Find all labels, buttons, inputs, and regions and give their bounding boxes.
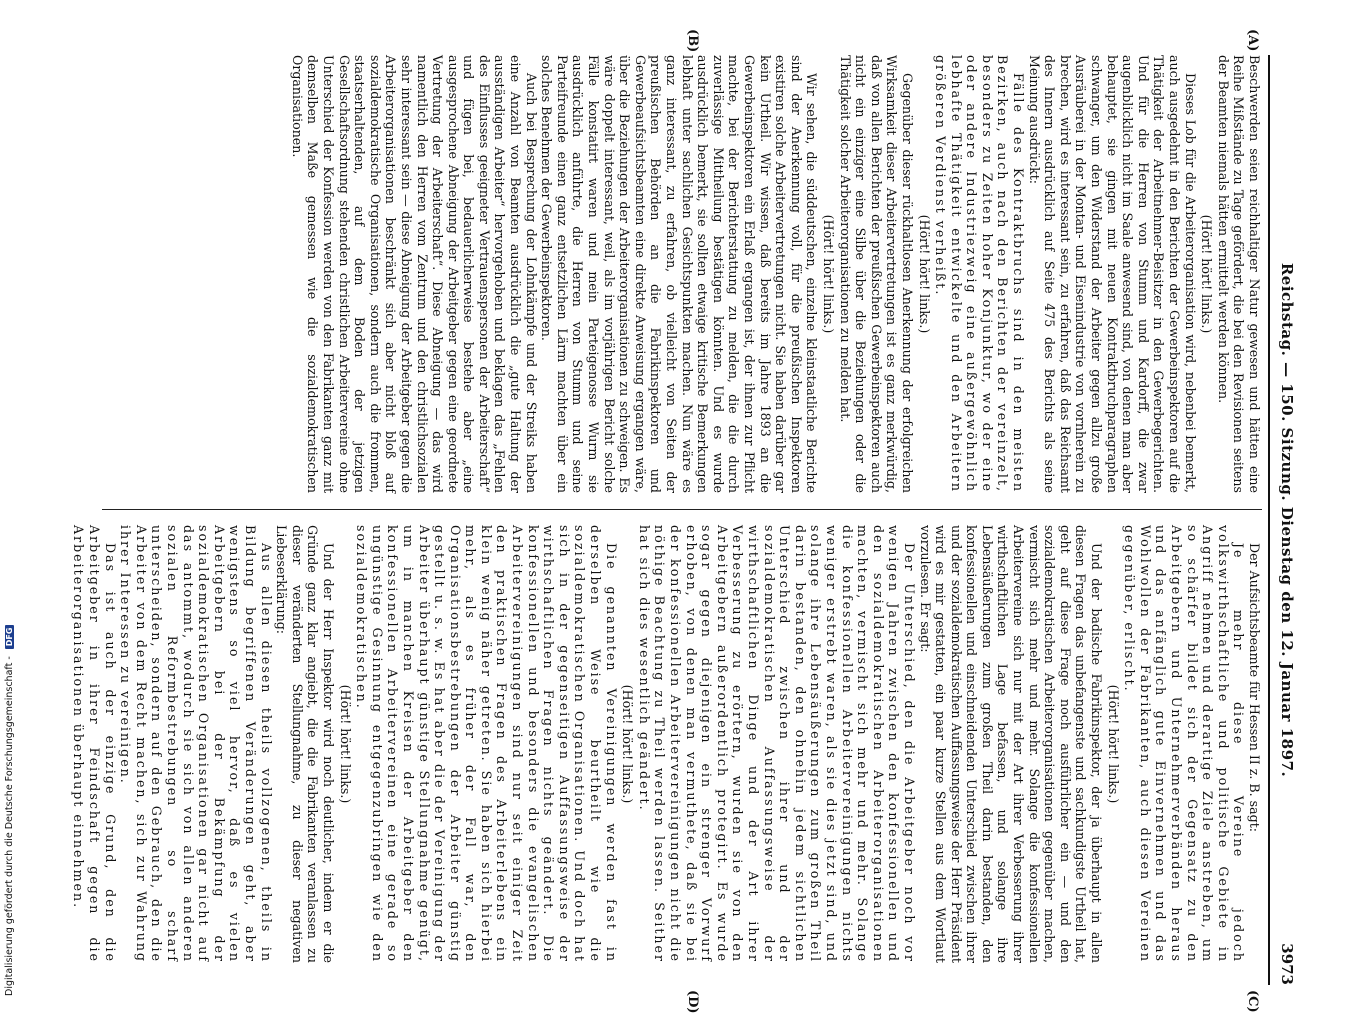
column-divider [102,509,1262,510]
paragraph: Und der badische Fabrikinspektor, der ja überhaupt in allen diesen Fragen das unbefangenste und sachkundigste Urtheil hat, geht auf diese Frage noch ausführlicher ein — und den sozialdemokratischen Arbeiterorganisationen gegenüber machen, vermischt sich mehr und mehr. Solange die konfessionellen Arbeitervereine sich nur mit der Art ihrer Verbesserung ihrer wirthschaftlichen Lage befassen, und solange ihre Lebensäußerungen zum großen Theil darin bestanden, den konfessionellen und einschneidenden Unterschied zwischen ihrer und der sozialdemokratischen Auffassungsweise der Herr Präsident wird es mir gestatten, ein paar kurze Stellen aus dem Wortlaut vorzulesen. Er sagt: [917,525,1105,963]
running-head: Reichstag. — 150. Sitzung. Dienstag den 12. Januar 1897. [1278,262,1296,778]
interjection: (Hört! hört! links.) [916,214,932,334]
interjection: (Hört! hört! links.) [1199,214,1215,334]
interjection: (Hört! hört! links.) [337,684,353,804]
digitization-credit [4,625,15,996]
interjection: (Hört! hört! links.) [1105,684,1121,804]
quotation: Aus allen diesen theils vollzogenen, theils in Bildung begriffenen Veränderungen geht, aber wenigstens so viel hervor, daß es vielen Arbeitgebern bei der Bekämpfung der sozialdemokratischen Organisationen gar nicht auf das antommt, wodurch sie sich von allen anderen sozialen Reformbestrebungen so scharf unterscheiden, sondern auf den Gebrauch, den die Arbeiter von dem Recht machen, sich zur Wahrung ihrer Interessen zu vereinigen. [118,525,274,963]
paragraph: Der Aufsichtsbeamte für Hessen II z. B. sagt: [1247,543,1262,833]
margin-marker-c: (C) [1245,990,1260,1013]
quotation: Der Unterschied, den die Arbeitgeber noch vor wenigen Jahren zwischen den konfessionellen und den sozialdemokratischen Arbeiterorganisationen machten, vermischt sich mehr und mehr. Solange die konfessionellen Arbeitervereinigungen nichts weniger erstrebt waren, als sie dies jetzt sind, und solange ihre Lebensäußerungen zum großen Theil darin bestanden, den ohnehin jedem sichtlichen Unterschied zwischen ihrer und der sozialdemokratischen Auffassungsweise der wirthschaftlichen Dinge und der Art ihrer Verbesserung zu erörtern, wurden sie von den Arbeitgebern außerordentlich protegirt. Es wurde sogar gegen diejenigen ein strenger Vorwurf erhoben, von denen man vermuthete, daß sie bei der konfessionellen Arbeitervereinigungen nicht die nöthige Beachtung zu Theil werden lassen. Seither hat sich dies wesentlich geändert. [636,525,917,963]
rotated-newspaper-sheet [60,29,1300,1014]
dfg-logo: DFG [5,625,14,650]
paragraph: Gegenüber dieser rückhaltlosen Anerkennung der erfolgreichen Wirksamkeit dieser Arbeitervertretungen ist es ganz merkwürdig, daß von allen Berichten der preußischen Gewerbeinspektoren auch nicht ein einziger eine Silbe über die Beziehungen oder die Thätigkeit solcher Arbeiterorganisationen zu melden hat. [837,55,915,493]
margin-marker-d: (D) [685,990,700,1014]
paragraph: Dieses Lob für die Arbeiterorganisation wird, nebenbei bemerkt, auch ausgedehnt in den Berichten der Gewerbeinspektoren auf die Thätigkeit der Arbeitnehmer-Beisitzer in den Gewerbegerichten. Und für die Herren von Stumm und Kardorff, die zwar augenblicklich nicht im Saale anwesend sind, von denen man aber behauptet, sie gingen mit neuen Kontraktbruchparagraphen schwanger, um den Widerstand der Arbeiter gegen allzu große Ausräuberei in der Montan- und Eisenindustrie von vornherein zu brechen, wird es interessant sein, zu erfahren, daß das Reichsamt des Innern ausdrücklich auf Seite 475 des Berichts als seine Meinung ausdrückt: [1026,55,1198,493]
quotation: Das ist auch der einzige Grund, den die Arbeitgeber in ihrer Feindschaft gegen die Arbeiterorganisationen überhaupt einnehmen. [71,525,118,963]
paragraph: Und der Herr Inspektor wird noch deutlicher, indem er die Gründe ganz klar angiebt, die die Fabrikanten veranlassen zu dieser veränderten Stellungnahme, zu dieser negativen Liebeserklärung: [274,525,336,963]
paragraph: Beschwerden seien reichhaltiger Natur gewesen und hätten eine Reihe Mißstände zu Tage gefördert, die bei den Revisionen seitens der Beamten niemals hätten ermittelt werden können. [1215,55,1262,493]
quotation: Je mehr diese Vereine jedoch volkswirthschaftliche und politische Gebiete in Angriff nehmen und derartige Ziele anstreben, um so schärfer bildet sich der Gegensatz zu den Arbeitgebern und Unternehmerverbänden heraus und das anfänglich gute Einvernehmen und das Wohlwollen der Fabrikanten, auch diesen Vereinen gegenüber, erlischt. [1122,525,1247,963]
paragraph: Wir sehen, die süddeutschen, einzelne kleinstaatliche Berichte sind der Anerkennung voll, für die preußischen Inspektoren existiren solche Arbeitervertretungen nicht. Sie haben darüber gar kein Urtheil. Wir wissen, daß bereits im Jahre 1893 an die Gewerbeinspektoren ein Erlaß ergangen ist, der ihnen zur Pflicht machte, bei der Berichterstattung zu melden, die die durch zuverlässige Mittheilung bestätigen könnten. Und es wurde ausdrücklich bemerkt, sie sollten etwaige kritische Bemerkungen lebhaft unter sachlichen Gesichtspunkten machen. Nun wäre es ganz interessant, zu erfahren, ob vielleicht von Seiten der preußischen Behörden an die Fabrikinspektoren und Gewerbeaufsichtsbeamten eine direkte Anweisung ergangen wäre, über die Beziehungen der Arbeiterorganisationen zu schweigen. Es wäre doppelt interessant, weil, als im vorjährigen Bericht solche Fälle konstatirt waren und mein Parteigenosse Wurm sie ausdrücklich anführte, die Herren von Stumm und seine Parteifreunde einen ganz entsetzlichen Lärm machten über ein solches Benehmen der Gewerbeinspektoren. [539,55,820,493]
right-column [71,525,1262,963]
margin-marker-a: (A) [1245,29,1260,52]
paragraph: Auch bei Besprechung der Lohnkämpfe und der Streiks haben eine Anzahl von Beamten ausdrücklich die „gute Haltung der ausständigen Arbeiter“ hervorgehoben und beklagen das „Fehlen des Einflusses geeigneter Vertrauenspersonen der Arbeiterschaft“ und fügen bei, bedauerlicherweise bestehe aber „eine ausgesprochene Abneigung der Arbeitgeber gegen eine geordnete Vertretung der Arbeiterschaft“. Diese Abneigung — das wird namentlich den Herren vom Zentrum und den christlichsozialen sehr interessant sein — diese Abneigung der Arbeitgeber gegen die Arbeiterorganisationen beschränkt sich aber nicht bloß auf sozialdemokratische Organisationen, sondern auch die frommen, staatserhaltenden, auf dem Boden der jetzigen Gesellschaftsordnung stehenden christlichen Arbeitervereine ohne Unterschied der Konfession werden von den Fabrikanten ganz mit demselben Maße gemessen wie die sozialdemokratischen Organisationen. [289,55,539,493]
margin-marker-b: (B) [685,29,700,53]
page-number: 3973 [1278,943,1296,985]
quotation: Die genannten Vereinigungen werden fast in derselben Weise beurtheilt wie die sozialdemokratischen Organisationen. Und doch hat sich in der gegenseitigen Auffassungsweise der wirthschaftlichen Fragen nichts geändert. Die konfessionellen und besonders die evangelischen Arbeitervereinigungen sind nur seit einiger Zeit den praktischen Fragen des Arbeiterlebens ein klein wenig näher getreten. Sie haben sich hierbei mehr, als es früher der Fall war, den Organisationsbestrebungen der Arbeiter günstig gestellt u. s. w. Es hat aber die der Vereinigung der Arbeiter überhaupt günstige Stellungnahme genügt, um in manchen Kreisen der Arbeitgeber den konfessionellen Arbeitervereinen eine gerade so ungünstige Gesinnung entgegenzubringen wie den sozialdemokratischen. [354,525,619,963]
left-column [289,55,1262,493]
page-header [1270,55,1300,985]
interjection: (Hört! hört! links.) [820,214,836,334]
credit-text: Digitalisierung gefördert durch die Deutsche Forschungsgemeinschaft - [4,656,15,996]
quotation: Fälle des Kontraktbruchs sind in den meisten Bezirken, auch nach den Berichten der vereinzelt, besonders zu Zeiten hoher Konjunktur, wo der eine oder andere Industriezweig eine außergewöhnlich lebhafte Thätigkeit entwickelte und den Arbeitern größeren Verdienst verheißt. [933,55,1027,493]
interjection: (Hört! hört! links.) [620,684,636,804]
header-rule [1268,55,1270,985]
